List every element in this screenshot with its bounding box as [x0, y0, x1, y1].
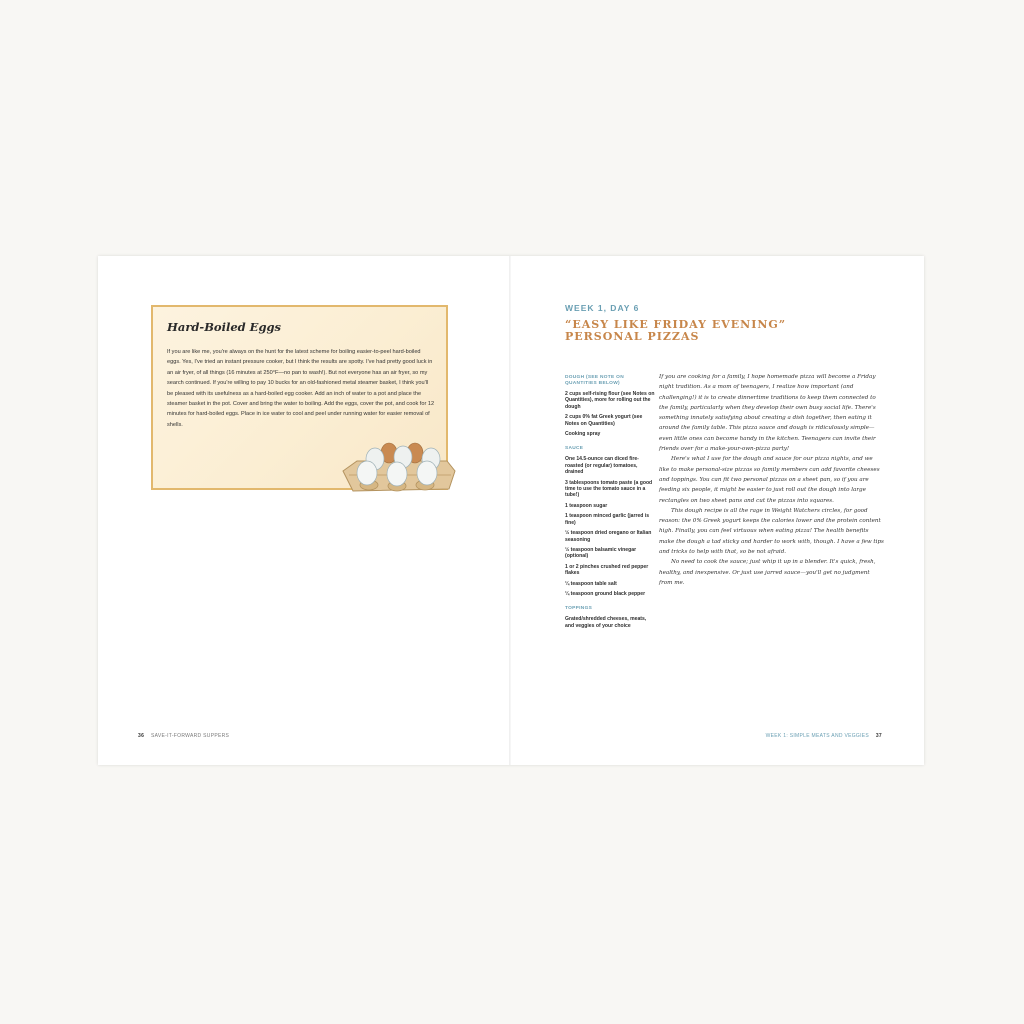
sidebar-title: Hard-Boiled Eggs [167, 320, 282, 334]
ingredient-item: One 14.5-ounce can diced fire-roasted (or regular) tomatoes, drained [565, 456, 639, 476]
ingredient-item: ¼ teaspoon table salt [565, 580, 617, 587]
headnote-paragraph: This dough recipe is all the rage in Weight Watchers circles, for good reason: the 0% Greek yogurt keeps the calories lower and the protein content high. Finally, you can feel virtuous when eating pizza! The health benefits make the dough a tad sticky and harder to work with, though. I have a few tips and tricks to help with that, so be not afraid. [659, 507, 884, 556]
sauce-heading: SAUCE [565, 446, 584, 452]
dough-heading: DOUGH (SEE NOTE ON QUANTITIES BELOW) [565, 375, 624, 386]
ingredient-item: ½ teaspoon balsamic vinegar (optional) [565, 546, 637, 560]
week-label: WEEK 1, DAY 6 [565, 303, 640, 313]
left-page-number: 36 [138, 733, 145, 739]
headnote-paragraph: No need to cook the sauce; just whip it up in a blender. It's quick, fresh, healthy, and inexpensive. Or just use jarred sauce—you'll get no judgment from me. [659, 559, 876, 586]
headnote-paragraph: Here's what I use for the dough and sauce for our pizza nights, and we like to make personal-size pizzas so family members can add favorite cheeses and toppings. You can fit two personal pizzas on a sheet pan, so if you are feeding six people, it might be easier to just roll out the dough into large rectangles on two sheet pans and cut the pizzas into squares. [659, 456, 880, 504]
ingredient-item: Cooking spray [565, 431, 601, 438]
recipe-headnote [659, 372, 884, 588]
toppings-heading: TOPPINGS [565, 606, 593, 612]
ingredients-list [565, 375, 655, 633]
ingredient-item: 2 cups self-rising flour (see Notes on Quantities), more for rolling out the dough [565, 391, 655, 410]
right-page-number: 37 [875, 733, 882, 739]
ingredient-item: ½ teaspoon dried oregano or Italian seasoning [565, 530, 652, 543]
left-running-head: SAVE-IT-FORWARD SUPPERS [150, 733, 230, 739]
right-page-footer [766, 733, 882, 739]
recipe-title-line-2: PERSONAL PIZZAS [565, 330, 700, 343]
left-page-footer [138, 733, 229, 739]
ingredient-item: 1 or 2 pinches crushed red pepper flakes [565, 563, 649, 577]
egg-carton-illustration [339, 431, 459, 497]
recipe-title [565, 319, 865, 343]
book-spread [98, 256, 924, 765]
left-page [98, 256, 510, 765]
ingredient-item: 1 teaspoon minced garlic (jarred is fine) [565, 513, 650, 526]
headnote-paragraph: If you are cooking for a family, I hope homemade pizza will become a Friday night tradition. As a mom of teenagers, I realize how important (and challenging!) it is to create dinnertime traditions to keep them connected to the family, particularly when they develop their own busy social life. There's something innately satisfying about creating a dish together, then eating it around the family table. This pizza sauce and dough is ridiculously simple—even little ones can become handy in the kitchen. Teenagers can invite their friends over for a make-your-own-pizza party! [659, 374, 876, 453]
recipe-title-line-1: “EASY LIKE FRIDAY EVENING” [565, 318, 787, 331]
sidebar-body: If you are like me, you're always on the hunt for the latest scheme for boiling easier-to-peel hard-boiled eggs. Yes, I've tried an instant pressure cooker, but I think the results are spotty. I've had pretty good luck in an air fryer, of all things (16 minutes at 250°F—no pan to wash!). But not everyone has an air fryer, so my search continued. If you're willing to pay 10 bucks for an old-fashioned metal steamer basket, I think you'll be pleased with its usefulness as a hard-boiled egg cooker. Add an inch of water to a pot and place the steamer basket in the pot. Cover and bring the water to boiling. Add the eggs, cover the pot, and cook for 12 minutes for hard-boiled eggs. Place in ice water to cool and peel under running water for easier removal of shells. [167, 349, 435, 428]
right-page [511, 256, 924, 765]
ingredient-item: ¼ teaspoon ground black pepper [565, 590, 646, 597]
ingredient-item: 1 teaspoon sugar [565, 502, 608, 509]
ingredient-item: 2 cups 0% fat Greek yogurt (see Notes on Quantities) [565, 414, 643, 427]
right-running-head: WEEK 1: SIMPLE MEATS AND VEGGIES [765, 733, 870, 739]
hard-boiled-eggs-sidebar [151, 305, 448, 490]
ingredient-item: Grated/shredded cheeses, meats, and veggies of your choice [565, 616, 647, 629]
ingredient-item: 3 tablespoons tomato paste (a good time to use the tomato sauce in a tube!) [565, 479, 653, 499]
